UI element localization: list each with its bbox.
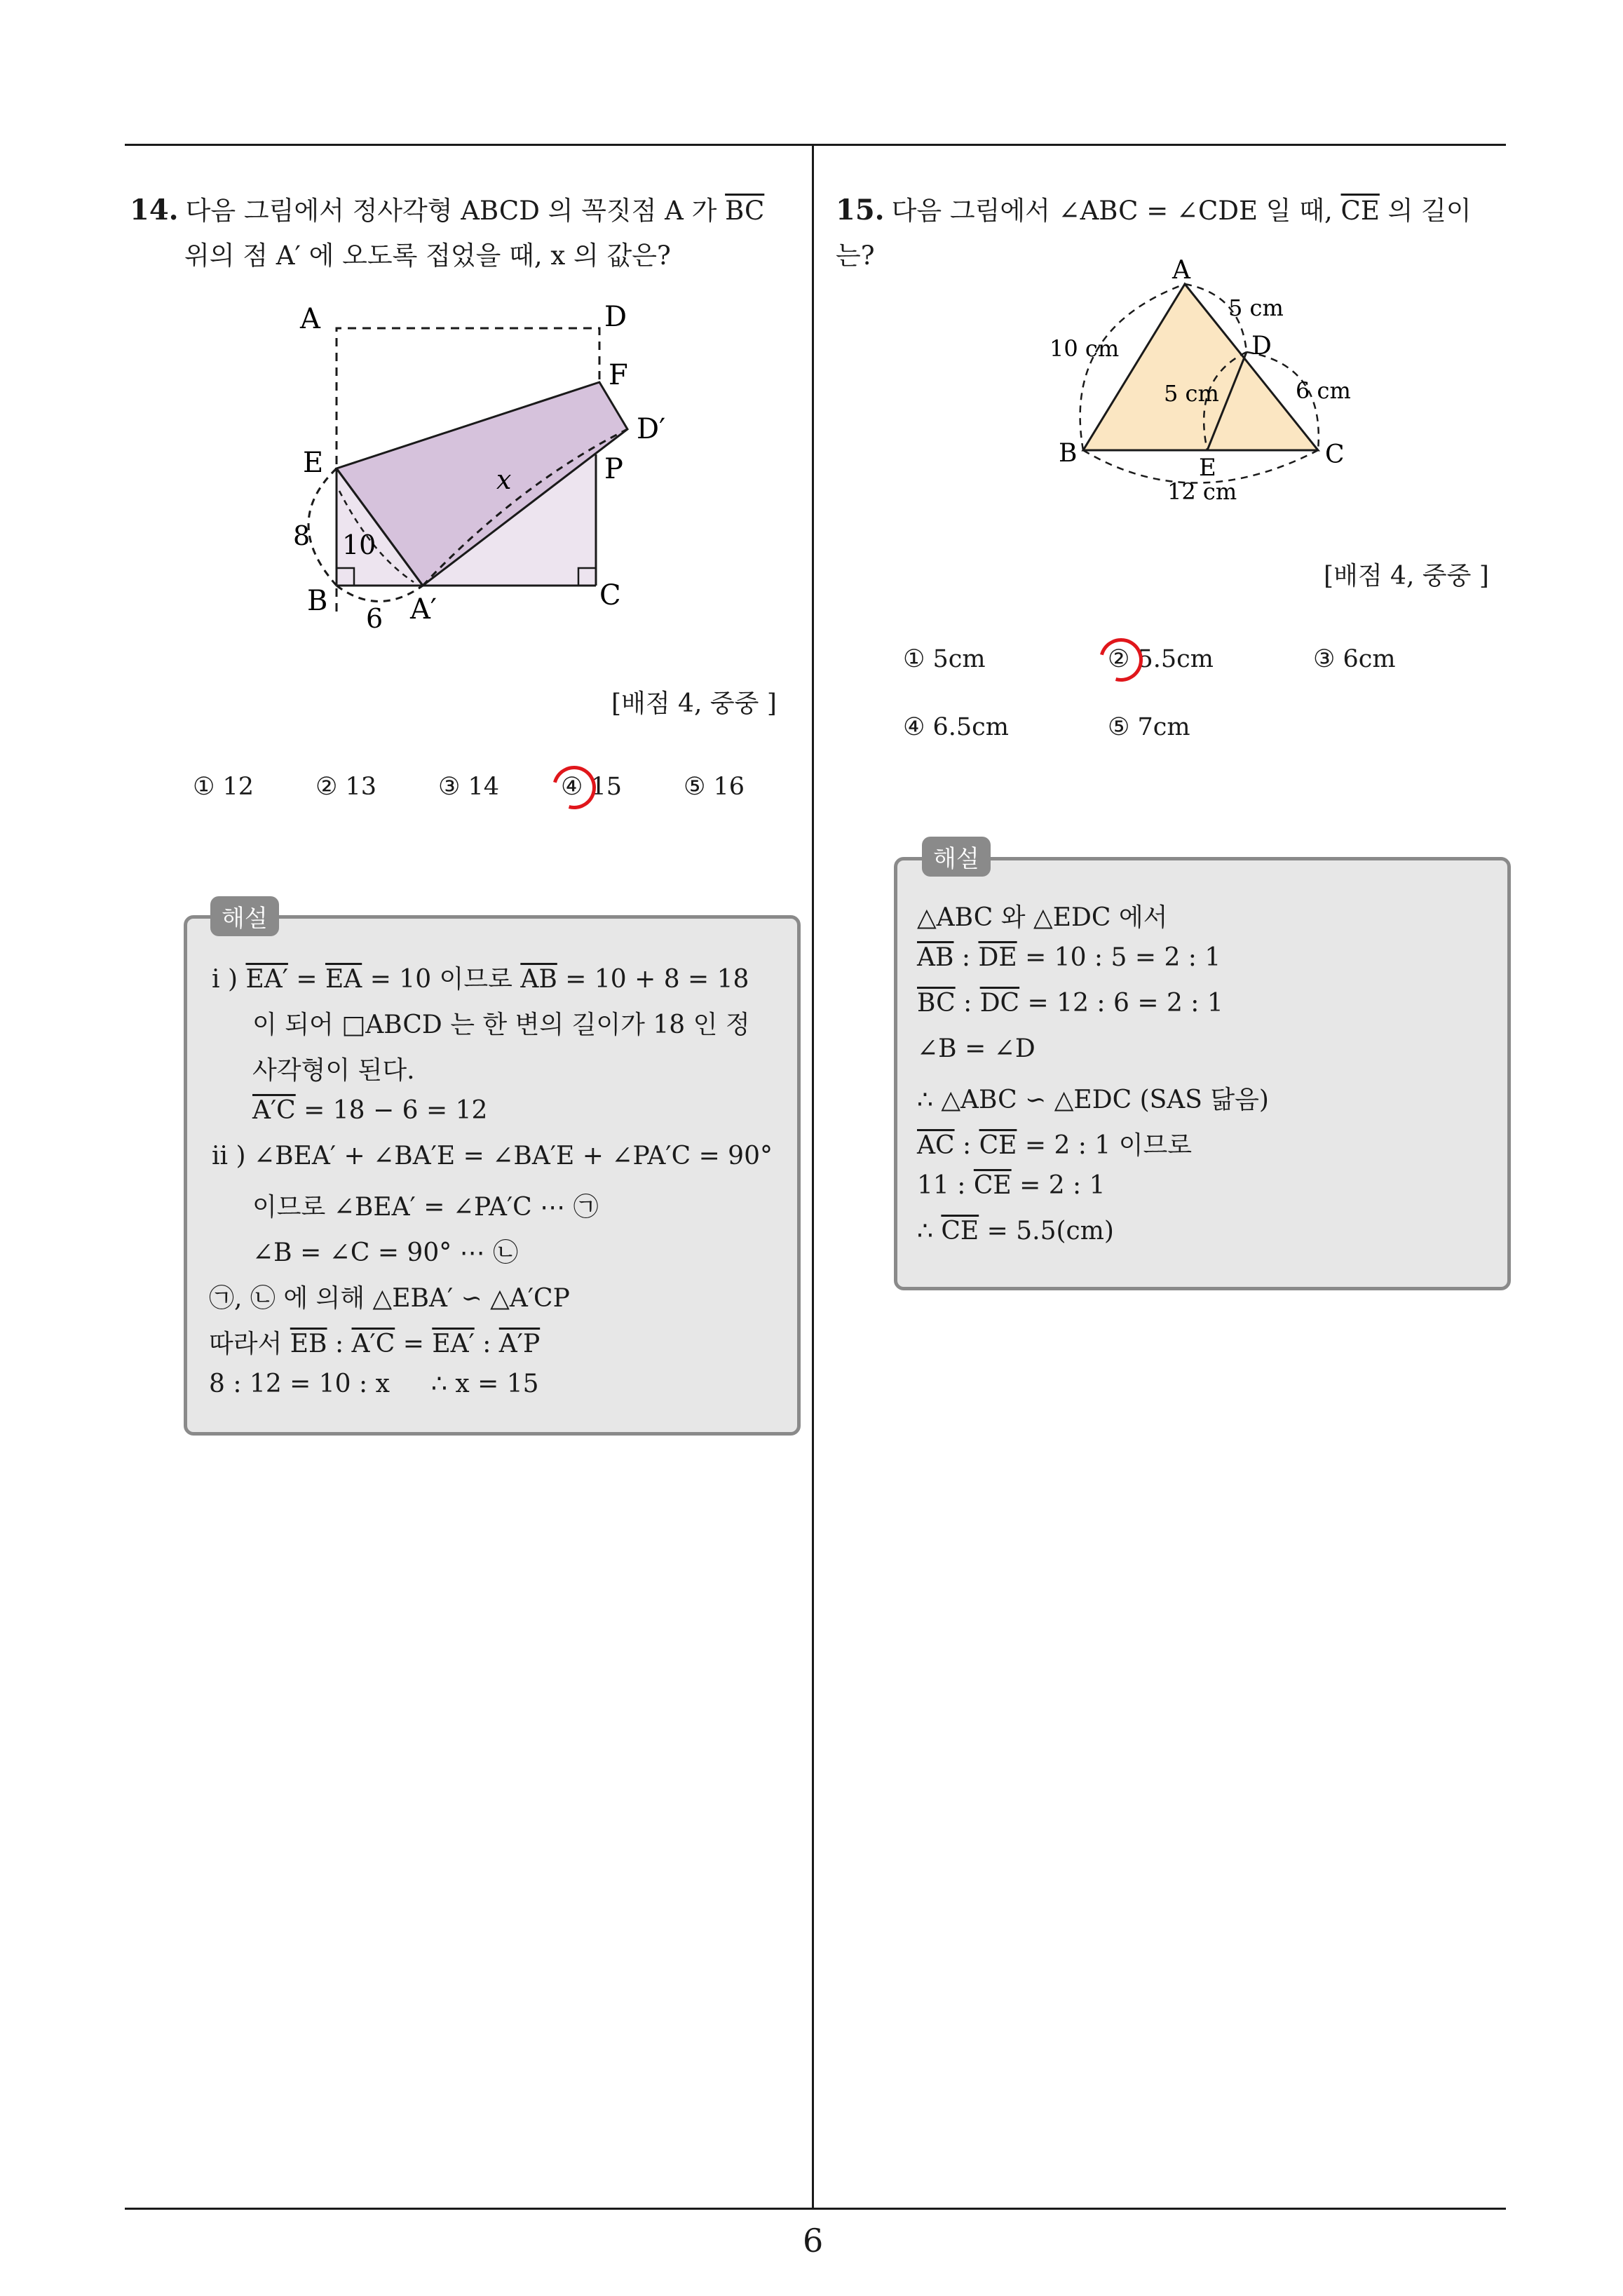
label-6: 6 [366,603,383,634]
q14-choice-2[interactable]: ② 13 [315,773,377,801]
label-C: C [1325,440,1345,469]
q15-choice-2[interactable]: ② 5.5cm [1108,645,1214,673]
label-10cm: 10 cm [1050,335,1120,362]
q15-choice-5[interactable]: ⑤ 7cm [1108,713,1190,741]
q14-sol-line-4: A′C = 18 − 6 = 12 [252,1096,488,1125]
q14-sol-line-8: ㉠, ㉡ 에 의해 △EBA′ ∽ △A′CP [209,1284,570,1313]
top-rule [125,144,1506,146]
q14-choice-4[interactable]: ④ 15 [561,773,623,801]
q14-choice-5[interactable]: ⑤ 16 [684,773,745,801]
q15-sol-line-4: ∠B = ∠D [917,1034,1035,1063]
q14-solution-tag: 해설 [210,896,279,936]
q14-stem-line2: 위의 점 A′ 에 오도록 접었을 때, x 의 값은? [184,241,671,271]
q14-stem-line1: 다음 그림에서 정사각형 ABCD 의 꼭짓점 A 가 [185,196,726,226]
label-F: F [609,359,628,391]
label-Dprime: D′ [637,413,666,445]
q15-figure [1038,252,1374,512]
label-E: E [303,447,324,479]
q14-sol-line-1: i ) $EA' = \overline{EA} = 10$ 이므로 $\overline{AB} = 10 + 8 = 18$ [212,965,749,994]
label-5cm-top: 5 cm [1228,295,1284,321]
q14-sol-line-2: 이 되어 □ABCD 는 한 변의 길이가 18 인 정 [252,1011,750,1039]
label-A: A [1172,256,1190,285]
q15-sol-line-7: 11 : $\overline{CE} = 2$ : 1 [917,1171,1106,1200]
q15-sol-line-3: $\overline{BC}$ : $\overline{DC} = 12$ : 6 = 2 : 1 [917,989,1223,1018]
label-x: x [496,464,512,495]
label-C: C [599,579,621,612]
q14-sol-line-10a: 8 : 12 = 10 : x [209,1370,390,1398]
q15-sol-line-5: ∴ △ABC ∽ △EDC (SAS 닮음) [917,1086,1269,1114]
label-6cm: 6 cm [1296,377,1351,404]
q15-answer-mark [1092,630,1151,690]
q14-sol-line-7: ∠B = ∠C = 90° ⋯ ㉡ [252,1238,519,1267]
q15-score: [배점 4, 중중 ] [1324,562,1489,590]
q15-stem-ce: $\overline{CE}$ [1340,196,1380,226]
label-P: P [604,453,623,485]
label-8: 8 [293,520,311,551]
q14-stem [130,188,803,278]
q15-choice-4[interactable]: ④ 6.5cm [903,713,1009,741]
label-E: E [1199,454,1216,482]
q15-sol-line-8: ∴ $\overline{CE} = 5.5(cm)$ [917,1217,1114,1245]
q14-answer-mark [545,758,604,818]
q15-solution-tag: 해설 [922,837,991,877]
q14-sol-line-6: 이므로 ∠BEA′ = ∠PA′C ⋯ ㉠ [252,1193,599,1222]
q15-sol-line-2: $\overline{AB}$ : $\overline{DE} = 10$ : 5 = 2 : 1 [917,943,1221,972]
label-D: D [1251,332,1272,360]
q14-stem-bc: $\overline{BC}$ [725,196,765,226]
label-Aprime: A′ [410,593,437,626]
label-10: 10 [342,529,376,560]
bottom-rule [125,2208,1506,2210]
q14-choice-1[interactable]: ① 12 [193,773,254,801]
q14-choice-3[interactable]: ③ 14 [438,773,500,801]
label-B: B [1059,439,1078,468]
q15-number: 15. [836,194,885,227]
q15-sol-line-6: $\overline{AC}$ : $\overline{CE} = 2$ : 1 이므로 [917,1131,1193,1160]
q14-sol-line-5: ii ) ∠BEA′ + ∠BA′E = ∠BA′E + ∠PA′C = 90° [212,1142,773,1170]
q14-figure [280,291,687,635]
page-number: 6 [803,2222,824,2260]
q15-choice-1[interactable]: ① 5cm [903,645,986,673]
q14-number: 14. [130,194,179,227]
label-A: A [300,303,320,335]
label-12cm: 12 cm [1167,478,1237,505]
label-B: B [307,585,328,617]
label-5cm-mid: 5 cm [1164,380,1219,407]
q14-score: [배점 4, 중중 ] [611,689,777,718]
label-D: D [604,301,627,333]
column-divider [812,144,814,2209]
q15-sol-line-1: △ABC 와 △EDC 에서 [917,903,1168,932]
arc-8 [308,468,337,586]
q15-choice-3[interactable]: ③ 6cm [1313,645,1396,673]
q14-sol-line-10b: ∴ x = 15 [431,1370,539,1398]
q14-sol-line-3: 사각형이 된다. [252,1056,415,1085]
q15-stem: 15. 다음 그림에서 ∠ABC = ∠CDE 일 때, $\overline{CE}$ 의 길이는? [836,194,1472,271]
q14-sol-line-9: 따라서 $\overline{EB}$ : A′C = EA′ : A′P [209,1330,541,1358]
